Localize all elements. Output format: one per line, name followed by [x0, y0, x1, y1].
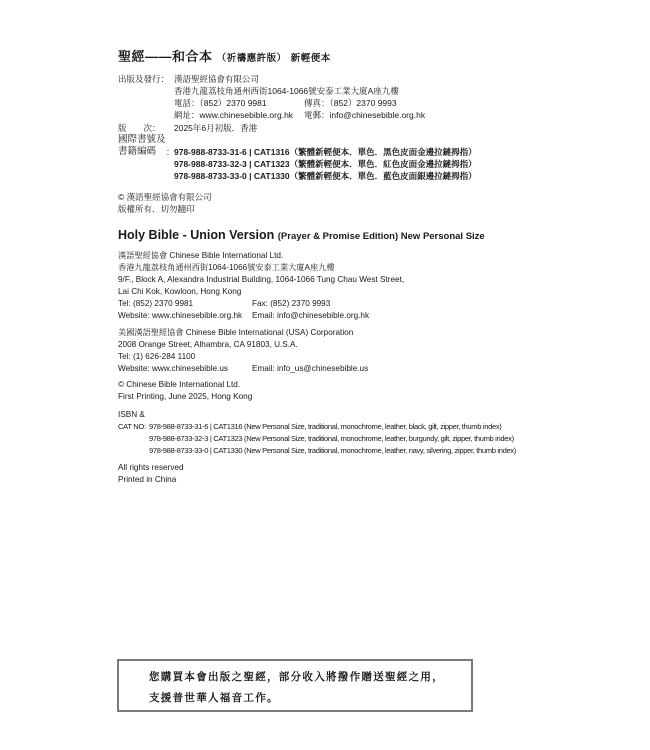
isbn-entry-en: 978-988-8733-32-3 | CAT1323 (New Personal Size, traditional, monochrome, leather, burgundy, gilt, zipper, thumb index) [149, 434, 514, 443]
us-office-email: Email: info_us@chinesebible.us [252, 364, 369, 373]
hk-office-email: Email: info@chinesebible.org.hk [252, 311, 370, 320]
hk-office-tel: Tel: (852) 2370 9981 [118, 299, 194, 308]
publisher-label: 出版及發行： [118, 74, 170, 84]
english-title-main: Holy Bible - Union Version [118, 228, 275, 242]
notice-line-1: 您購買本會出版之聖經，部分收入將撥作贈送聖經之用， [149, 671, 444, 683]
publisher-fax: 傳真：（852）2370 9993 [304, 98, 397, 108]
publisher-website: 網址：www.chinesebible.org.hk [174, 110, 294, 120]
printed-en: Printed in China [118, 475, 177, 484]
donation-notice-box [117, 659, 473, 712]
publisher-name: 漢語聖經協會有限公司 [174, 74, 260, 84]
isbn-label-zh-1: 國際書號及 [118, 134, 166, 145]
chinese-title [118, 46, 331, 65]
isbn-label-en-1: ISBN & [118, 410, 145, 419]
edition-value: 2025年6月初版．香港 [174, 123, 258, 133]
hk-office-address-en-2: Lai Chi Kok, Kowloon, Hong Kong [118, 287, 242, 296]
isbn-entry-zh: 978-988-8733-32-3 | CAT1323（繁體新輕便本．單色．紅色皮面金邊拉鏈拇指） [174, 159, 477, 169]
isbn-colon-zh: ： [166, 147, 175, 157]
us-office-address: 2008 Orange Street, Alhambra, CA 91803, U.S.A. [118, 340, 298, 349]
publisher-email: 電郵：info@chinesebible.org.hk [304, 110, 426, 120]
english-title-sub: (Prayer & Promise Edition) New Personal Size [277, 231, 485, 242]
isbn-entry-en: 978-988-8733-33-0 | CAT1330 (New Personal Size, traditional, monochrome, leather, navy, silvering, zipper, thumb index) [149, 446, 516, 455]
hk-office-website: Website: www.chinesebible.org.hk [118, 311, 243, 320]
us-office-tel: Tel: (1) 626-284 1100 [118, 352, 196, 361]
rights-en: All rights reserved [118, 463, 184, 472]
isbn-entry-zh: 978-988-8733-31-6 | CAT1316（繁體新輕便本．單色．黑色皮面金邊拉鏈拇指） [174, 147, 477, 157]
chinese-title-main: 聖經——和合本 [118, 49, 213, 64]
hk-office-address-zh: 香港九龍荔枝角通州西街1064-1066號安泰工業大廈A座九樓 [118, 263, 335, 272]
us-office-name: 美國漢語聖經協會 Chinese Bible International (USA) Corporation [118, 328, 354, 337]
copyright-zh: © 漢語聖經協會有限公司 [118, 192, 212, 202]
notice-line-2: 支援普世華人福音工作。 [149, 692, 279, 704]
hk-office-name: 漢語聖經協會 Chinese Bible International Ltd. [118, 251, 284, 260]
printing-en: First Printing, June 2025, Hong Kong [118, 392, 253, 401]
hk-office-address-en-1: 9/F., Block A, Alexandra Industrial Building, 1064-1066 Tung Chau West Street, [118, 275, 405, 284]
publisher-phone: 電話：（852）2370 9981 [174, 98, 267, 108]
publisher-address: 香港九龍荔枝角通州西街1064-1066號安泰工業大廈A座九樓 [174, 86, 399, 96]
rights-zh: 版權所有．切勿翻印 [118, 204, 195, 214]
copyright-en: © Chinese Bible International Ltd. [118, 380, 241, 389]
edition-label: 版 次： [118, 123, 161, 133]
isbn-entry-zh: 978-988-8733-33-0 | CAT1330（繁體新輕便本．單色．藍色皮面銀邊拉鏈拇指） [174, 171, 477, 181]
hk-office-fax: Fax: (852) 2370 9993 [252, 299, 331, 308]
chinese-title-sub: （祈禱應許版） [216, 53, 287, 64]
us-office-website: Website: www.chinesebible.us [118, 364, 228, 373]
isbn-entry-en: 978-988-8733-31-6 | CAT1316 (New Personal Size, traditional, monochrome, leather, black, gilt, zipper, thumb index) [149, 422, 502, 431]
isbn-label-en-2: CAT NO: [118, 422, 146, 431]
english-title [118, 228, 485, 242]
chinese-title-edition: 新輕便本 [290, 53, 331, 64]
isbn-label-zh-2: 書籍編碼 [118, 146, 157, 157]
